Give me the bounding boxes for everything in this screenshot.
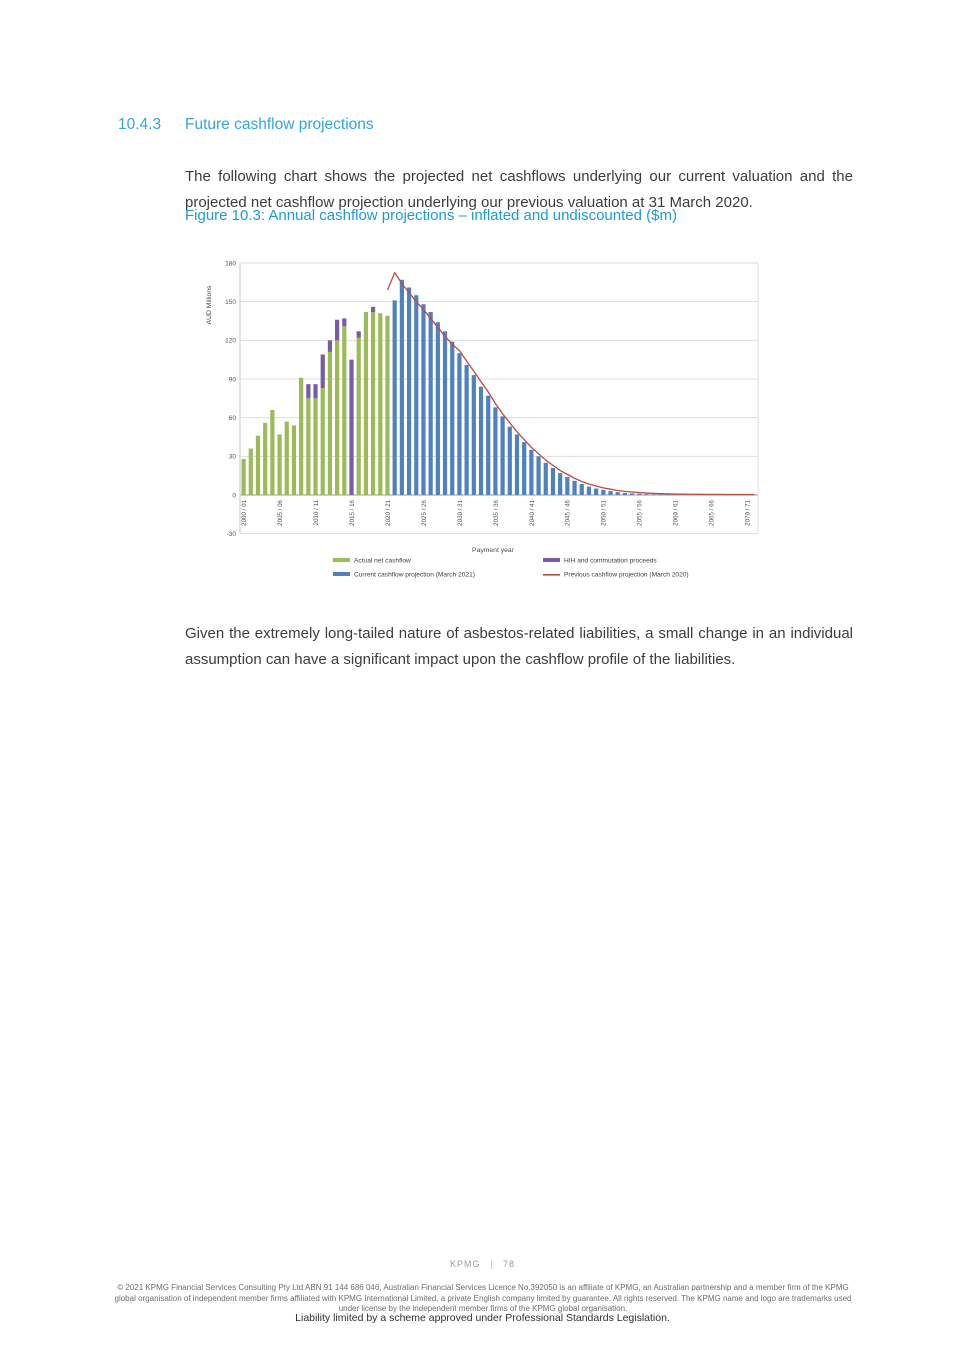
current-projection-bars [393,280,671,495]
current-bar [637,494,641,495]
actual-net-cashflow-bars [241,312,389,495]
y-tick-label: 120 [225,337,236,345]
current-bar [652,494,656,495]
x-axis-tick-labels [241,499,752,525]
current-bar [659,494,663,495]
current-bar [515,434,519,495]
y-tick-label: 90 [228,376,236,384]
x-tick-label: 2070 / 71 [744,500,752,526]
section-number: 10.4.3 [118,116,162,133]
footer-page-line [0,1259,965,1269]
previous-line-path [387,273,754,495]
x-tick-label: 2035 / 36 [492,500,500,526]
hih-bar [335,320,339,341]
y-tick-label: 180 [225,260,236,268]
current-bar [436,322,440,495]
hih-bar [342,318,346,326]
section-title: Future cashflow projections [185,116,374,133]
legend-swatch-hih [543,558,560,562]
current-bar [493,407,497,495]
x-tick-label: 2055 / 56 [636,500,644,526]
current-bar [522,442,526,495]
current-bar [479,387,483,495]
current-bar [623,493,627,495]
actual-bar [357,338,361,495]
x-tick-label: 2040 / 41 [528,500,536,526]
current-bar [529,450,533,495]
actual-bar [378,313,382,495]
x-tick-label: 2065 / 66 [708,500,716,526]
current-bar [443,331,447,495]
current-bar [630,493,634,495]
legend [333,558,689,579]
current-bar [565,477,569,495]
hih-bar [349,360,353,495]
body-paragraph-2: Given the extremely long-tailed nature of asbestos-related liabilities, a small change in an individual assumption can have a significant impact upon the cashflow profile of the liabilities. [185,625,853,668]
hih-bar [357,331,361,337]
actual-bar [371,312,375,495]
footer-copyright: © 2021 KPMG Financial Services Consulting Pty Ltd ABN 91 144 686 046, Australian Financial Services Licence No.392050 is an affiliate of KPMG, an Australian partnership and a member firm of the KPMG global organisation of independent member firms affiliated with KPMG International Limited, a private English company limited by guarantee. All rights reserved. The KPMG name and logo are trademarks used under license by the independent member firms of the KPMG global organisation. [114,1283,852,1313]
current-bar [457,353,461,495]
y-tick-label: 60 [228,414,236,422]
current-bar [608,491,612,495]
current-bar [594,489,598,495]
legend-label-hih: HIH and commutation proceeds [564,557,657,565]
actual-bar [292,425,296,495]
actual-bar [241,459,245,495]
footer-page-number: 78 [502,1259,515,1269]
actual-bar [285,422,289,495]
x-tick-label: 2060 / 61 [672,500,680,526]
hih-bar [371,307,375,312]
actual-bar [321,388,325,495]
body-paragraph-1: The following chart shows the projected net cashflows underlying our current valuation and the projected net cashflow projection underlying our previous valuation at 31 March 2020. [185,168,853,211]
current-bar [536,456,540,495]
x-tick-label: 2025 / 26 [420,500,428,526]
current-bar [587,487,591,495]
x-tick-label: 2005 / 06 [276,500,284,526]
current-bar [393,300,397,495]
actual-bar [335,340,339,495]
legend-swatch-actual [333,558,350,562]
legend-swatch-previous-line [543,574,560,576]
hih-bar [321,355,325,389]
x-tick-label: 2030 / 31 [456,500,464,526]
actual-bar [256,436,260,495]
y-axis-tick-labels [225,260,236,538]
hih-bar [306,384,310,398]
current-bar [429,312,433,495]
current-bar [414,295,418,495]
legend-label-previous: Previous cashflow projection (March 2020) [564,571,689,579]
current-bar [508,427,512,495]
x-tick-label: 2015 / 16 [348,500,356,526]
current-bar [558,473,562,495]
hih-bar [313,384,317,398]
y-axis-title: AUD Millions [206,285,213,325]
actual-bar [277,434,281,495]
legend-label-actual: Actual net cashflow [354,557,411,565]
current-bar [500,416,504,495]
actual-bar [385,316,389,495]
x-tick-label: 2000 / 01 [240,500,248,526]
legend-label-current: Current cashflow projection (March 2021) [354,571,475,579]
actual-bar [328,352,332,495]
x-tick-label: 2020 / 21 [384,500,392,526]
actual-bar [364,312,368,495]
x-tick-label: 2050 / 51 [600,500,608,526]
previous-projection-line [387,273,754,495]
actual-bar [263,423,267,495]
x-tick-label: 2010 / 11 [312,500,320,526]
current-bar [450,342,454,495]
gridlines [240,263,758,534]
cashflow-chart-svg [198,255,763,593]
current-bar [544,463,548,495]
x-tick-label: 2045 / 46 [564,500,572,526]
footer-separator: | [490,1259,494,1269]
y-tick-label: 30 [228,453,236,461]
y-tick-label: 150 [225,298,236,306]
current-bar [601,490,605,495]
y-tick-label: -30 [226,530,236,538]
actual-bar [299,378,303,495]
figure-caption: Figure 10.3: Annual cashflow projections – inflated and undiscounted ($m) [185,207,677,224]
current-bar [400,280,404,495]
current-bar [580,484,584,495]
x-axis-title: Payment year [472,547,514,554]
current-bar [616,492,620,495]
current-bar [465,365,469,495]
current-bar [572,481,576,495]
y-tick-label: 0 [232,492,236,500]
current-bar [421,304,425,495]
hih-bar [328,340,332,352]
footer-liability-note: Liability limited by a scheme approved under Professional Standards Legislation. [295,1312,670,1324]
legend-swatch-current [333,572,350,576]
current-bar [407,287,411,495]
footer-brand: KPMG [450,1259,481,1269]
actual-bar [306,398,310,495]
actual-bar [342,326,346,495]
current-bar [644,494,648,495]
actual-bar [270,410,274,495]
actual-bar [249,449,253,495]
current-bar [551,468,555,495]
current-bar [472,375,476,495]
cashflow-chart [198,255,763,593]
actual-bar [313,398,317,495]
current-bar [486,396,490,495]
